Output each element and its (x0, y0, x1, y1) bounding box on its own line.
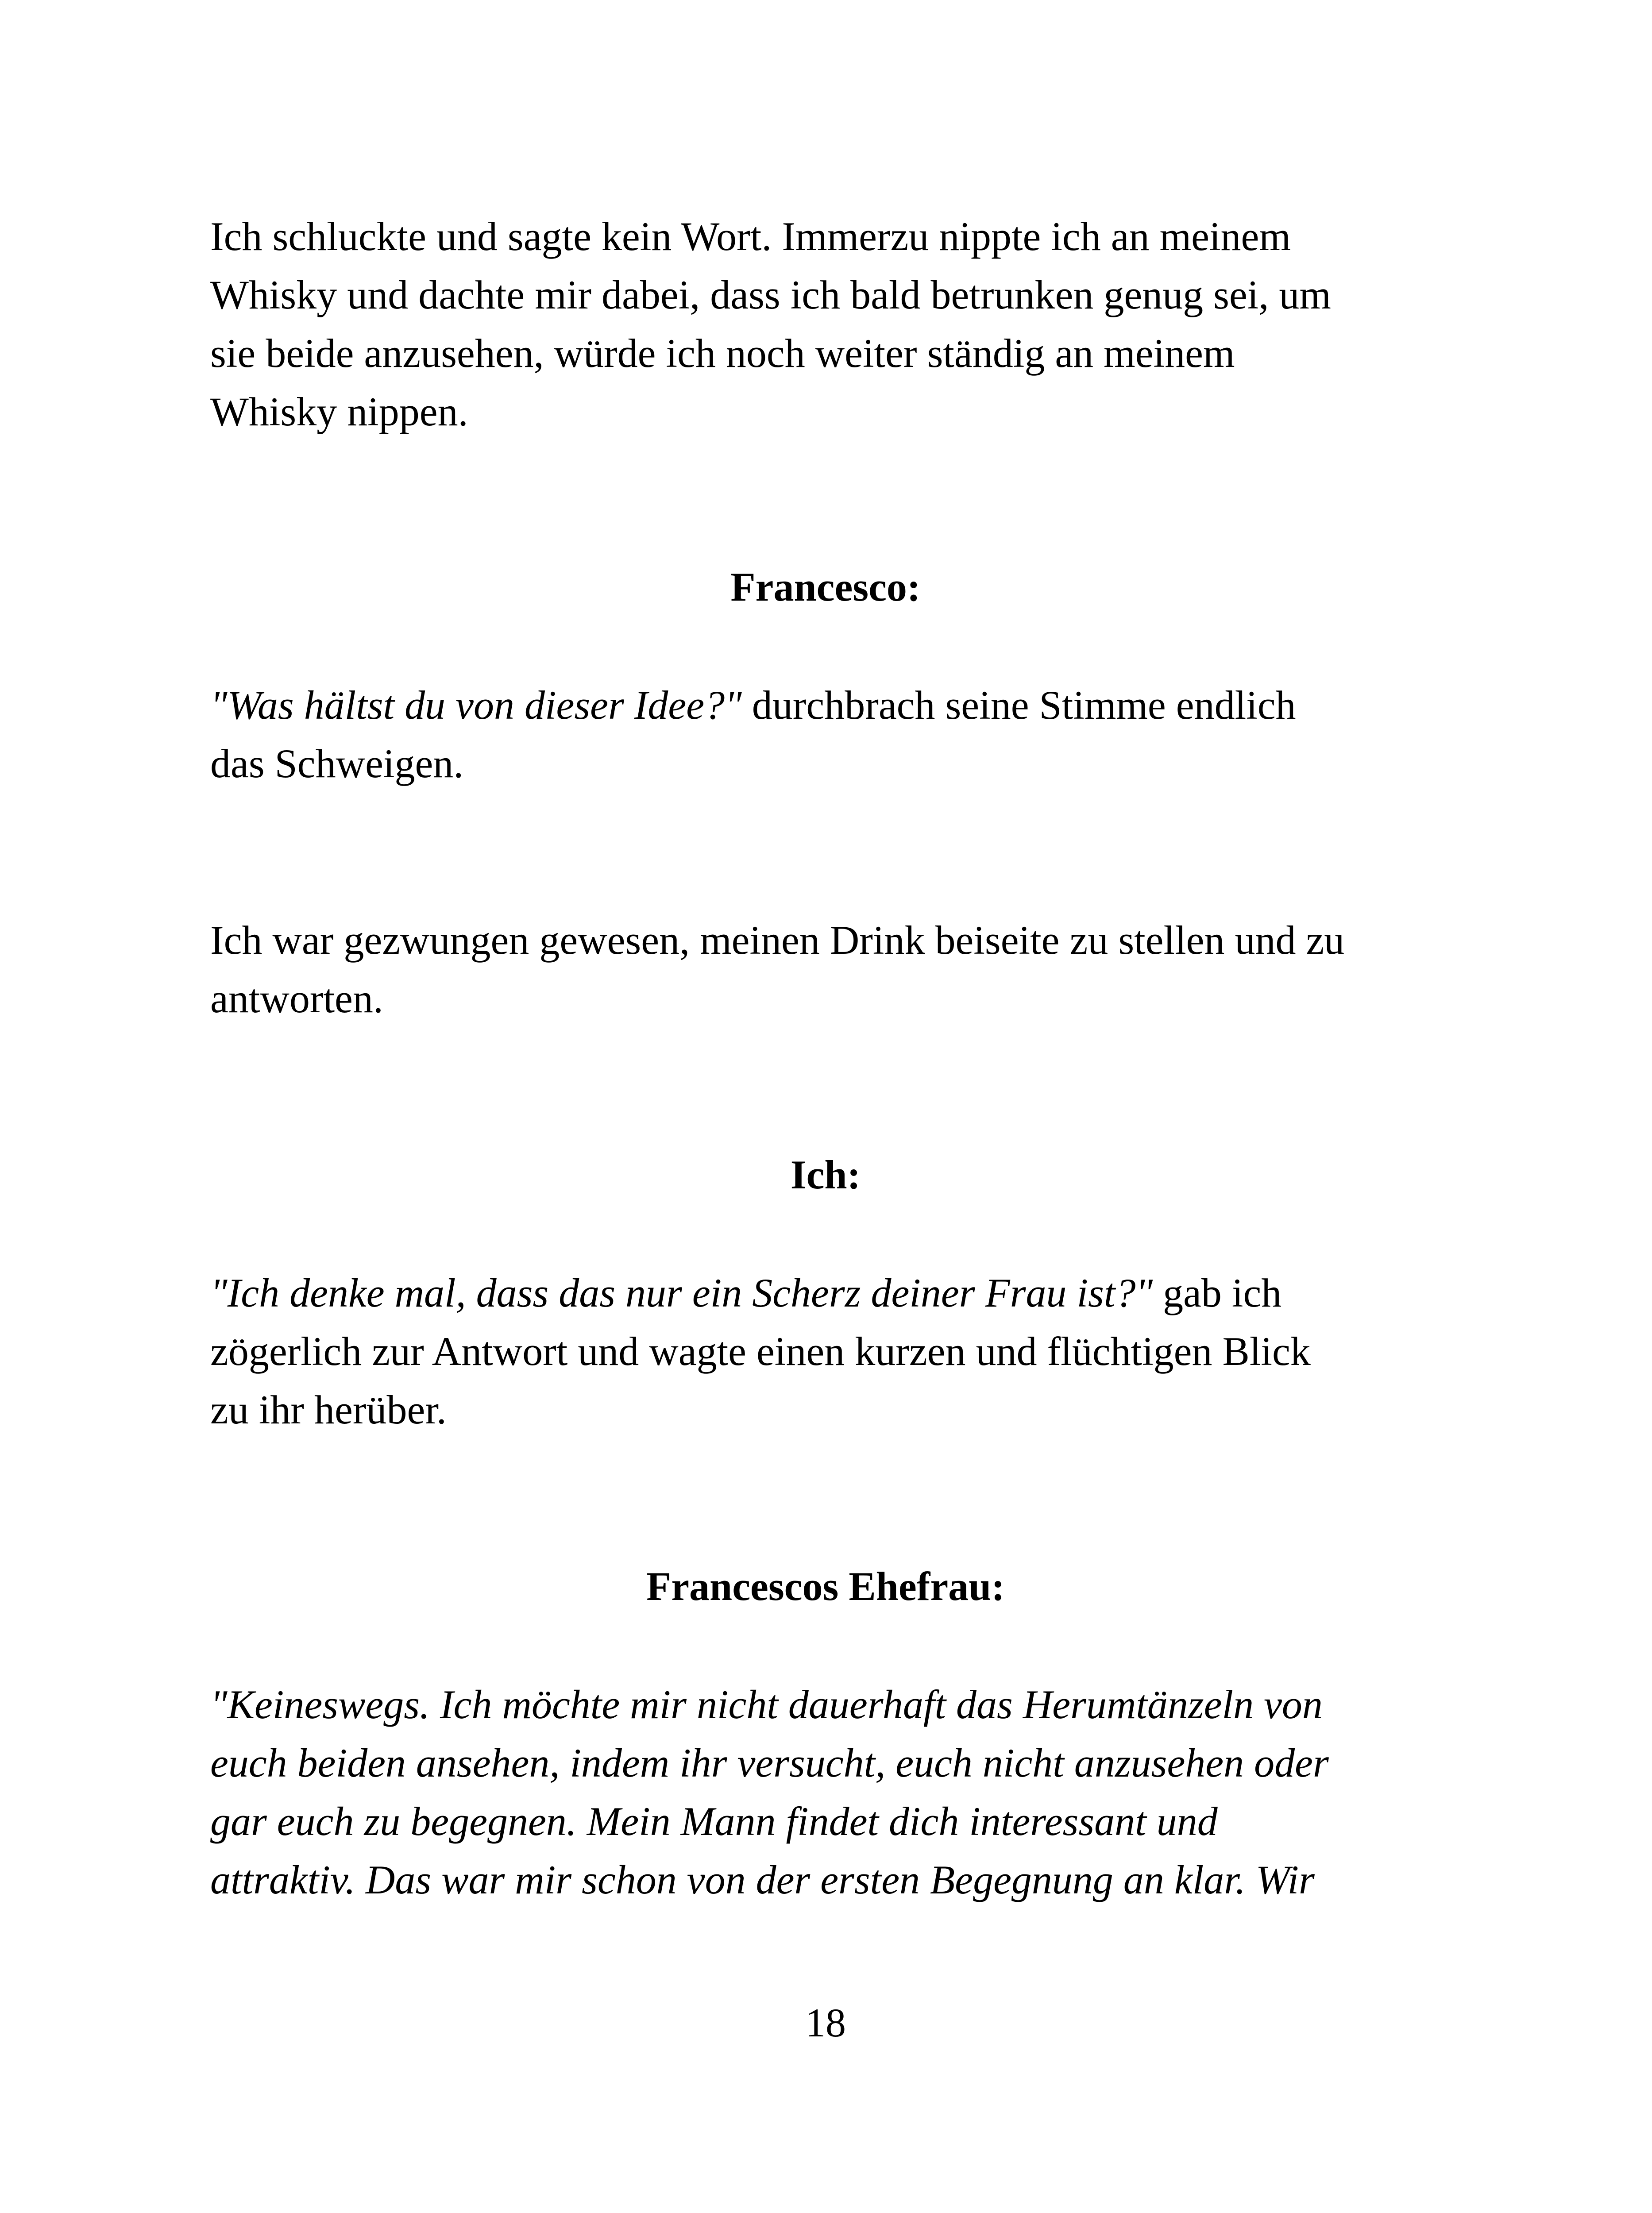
paragraph-narration-1 (210, 207, 1450, 441)
narration-text: gab ich (1153, 1270, 1282, 1315)
text-line: Whisky und dachte mir dabei, dass ich bald betrunken genug sei, um (210, 272, 1331, 317)
paragraph-dialogue-francesco (210, 676, 1450, 793)
text-line: attraktiv. Das war mir schon von der ersten Begegnung an klar. Wir (210, 1857, 1315, 1902)
text-line: sie beide anzusehen, würde ich noch weiter ständig an meinem (210, 331, 1235, 376)
text-line: euch beiden ansehen, indem ihr versucht, euch nicht anzusehen oder (210, 1740, 1329, 1785)
text-line (210, 1264, 1450, 1322)
narration-text: durchbrach seine Stimme endlich (741, 682, 1296, 728)
text-line: das Schweigen. (210, 741, 464, 786)
quote-text: "Was hältst du von dieser Idee?" (210, 682, 742, 728)
speaker-heading-ich: Ich: (790, 1152, 861, 1197)
quote-text: "Ich denke mal, dass das nur ein Scherz deiner Frau ist?" (210, 1270, 1153, 1315)
paragraph-narration-2 (210, 911, 1450, 1028)
text-line: antworten. (210, 976, 383, 1021)
text-line: Ich schluckte und sagte kein Wort. Immerzu nippte ich an meinem (210, 214, 1291, 259)
speaker-heading-ehefrau: Francescos Ehefrau: (646, 1564, 1005, 1609)
paragraph-dialogue-ich (210, 1264, 1450, 1439)
text-line: Whisky nippen. (210, 389, 468, 434)
text-line: "Keineswegs. Ich möchte mir nicht dauerhaft das Herumtänzeln von (210, 1682, 1323, 1727)
text-line (210, 676, 1450, 734)
text-line: gar euch zu begegnen. Mein Mann findet dich interessant und (210, 1799, 1218, 1844)
text-line: Ich war gezwungen gewesen, meinen Drink beiseite zu stellen und zu (210, 918, 1345, 963)
paragraph-dialogue-ehefrau (210, 1675, 1450, 1909)
text-line: zögerlich zur Antwort und wagte einen kurzen und flüchtigen Blick (210, 1329, 1311, 1374)
speaker-heading-francesco: Francesco: (730, 564, 921, 609)
text-line: zu ihr herüber. (210, 1387, 447, 1432)
page-number: 18 (805, 2000, 846, 2045)
